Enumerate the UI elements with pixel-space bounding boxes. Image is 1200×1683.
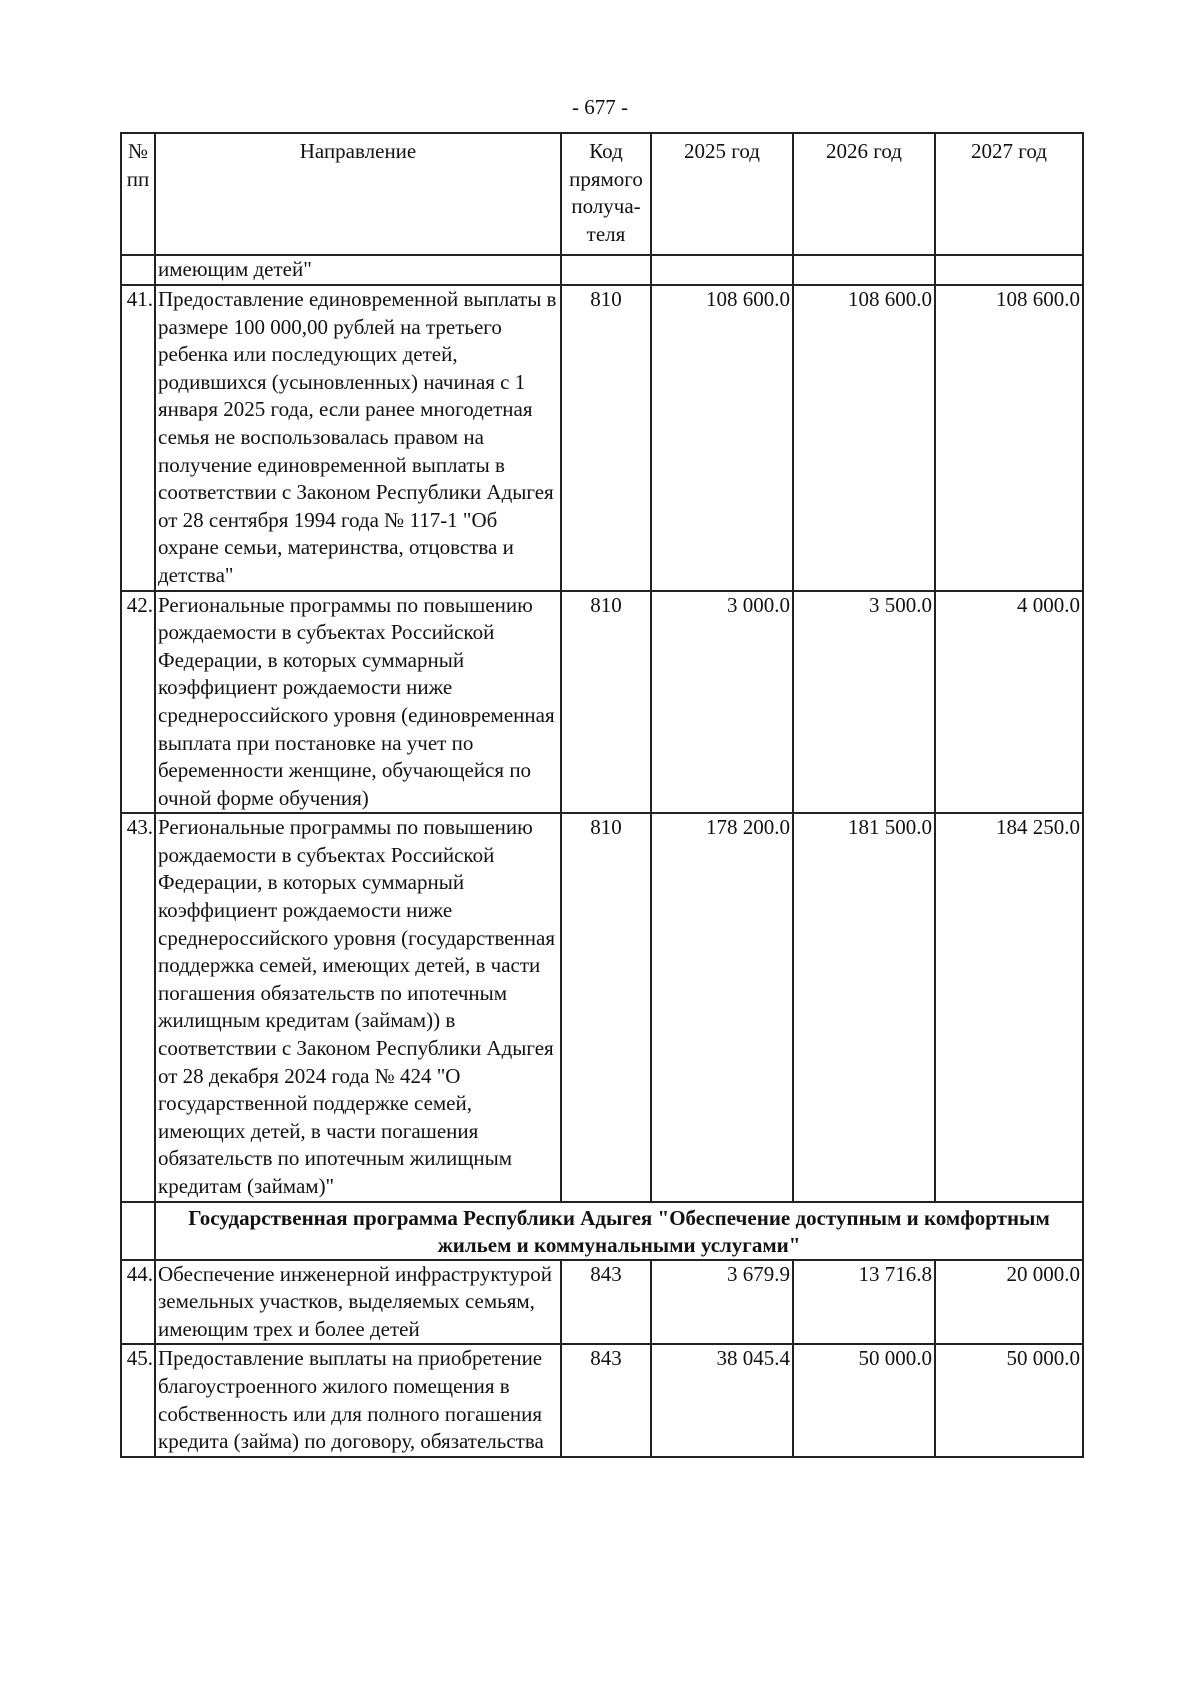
cell-2027	[935, 255, 1083, 285]
cell-direction: Региональные программы по повышению рождаемости в субъектах Российской Федерации, в которых суммарный коэффициент рождаемости ниже среднероссийского уровня (единовременная выплата при постановке на учет по беременности женщине, обучающейся по очной форме обучения)	[155, 591, 561, 814]
header-number: № пп	[121, 133, 155, 255]
cell-direction: Региональные программы по повышению рождаемости в субъектах Российской Федерации, в которых суммарный коэффициент рождаемости ниже среднероссийского уровня (государственная поддержка семей, имеющих детей, в части погашения обязательств по ипотечным жилищным кредитам (займам)) в соответствии с Законом Республики Адыгея от 28 декабря 2024 года № 424 "О государственной поддержке семей, имеющих детей, в части погашения обязательств по ипотечным жилищным кредитам (займам)"	[155, 813, 561, 1201]
header-year-2025: 2025 год	[651, 133, 793, 255]
header-year-2026: 2026 год	[793, 133, 935, 255]
cell-2027: 184 250.0	[935, 813, 1083, 1201]
cell-direction: Предоставление выплаты на приобретение благоустроенного жилого помещения в собственность или для полного погашения кредита (займа) по договору, обязательства	[155, 1344, 561, 1456]
table-row	[121, 1260, 1083, 1345]
table-row-continuation	[121, 255, 1083, 285]
cell-number	[121, 255, 155, 285]
cell-2027: 108 600.0	[935, 285, 1083, 591]
cell-2026: 50 000.0	[793, 1344, 935, 1456]
cell-2025: 3 000.0	[651, 591, 793, 814]
cell-code: 810	[561, 813, 651, 1201]
cell-2027: 20 000.0	[935, 1260, 1083, 1345]
table-row	[121, 285, 1083, 591]
cell-code: 810	[561, 591, 651, 814]
header-direction: Направление	[155, 133, 561, 255]
header-row	[121, 133, 1083, 255]
budget-table-wrapper	[120, 132, 1082, 1458]
cell-direction: Обеспечение инженерной инфраструктурой земельных участков, выделяемых семьям, имеющим трех и более детей	[155, 1260, 561, 1345]
cell-code: 843	[561, 1344, 651, 1456]
section-row	[121, 1202, 1083, 1260]
header-year-2027: 2027 год	[935, 133, 1083, 255]
cell-number: 41.	[121, 285, 155, 591]
cell-2026: 108 600.0	[793, 285, 935, 591]
cell-2025: 178 200.0	[651, 813, 793, 1201]
cell-number: 44.	[121, 1260, 155, 1345]
cell-2025: 38 045.4	[651, 1344, 793, 1456]
cell-2025	[651, 255, 793, 285]
cell-number: 43.	[121, 813, 155, 1201]
page-number: - 677 -	[572, 95, 628, 119]
cell-2026: 13 716.8	[793, 1260, 935, 1345]
budget-table	[120, 132, 1084, 1458]
cell-direction: Предоставление единовременной выплаты в размере 100 000,00 рублей на третьего ребенка или последующих детей, родившихся (усыновленных) начиная с 1 января 2025 года, если ранее многодетная семья не воспользовалась правом на получение единовременной выплаты в соответствии с Законом Республики Адыгея от 28 сентября 1994 года № 117-1 "Об охране семьи, материнства, отцовства и детства"	[155, 285, 561, 591]
cell-2027: 50 000.0	[935, 1344, 1083, 1456]
cell-2026: 3 500.0	[793, 591, 935, 814]
cell-number: 45.	[121, 1344, 155, 1456]
cell-number: 42.	[121, 591, 155, 814]
cell-2025: 108 600.0	[651, 285, 793, 591]
cell-number	[121, 1202, 155, 1260]
cell-code: 843	[561, 1260, 651, 1345]
table-row	[121, 1344, 1083, 1456]
cell-2026	[793, 255, 935, 285]
section-title: Государственная программа Республики Адыгея "Обеспечение доступным и комфортным жильем и коммунальными услугами"	[155, 1202, 1083, 1260]
cell-2026: 181 500.0	[793, 813, 935, 1201]
cell-code	[561, 255, 651, 285]
cell-2027: 4 000.0	[935, 591, 1083, 814]
table-row	[121, 813, 1083, 1201]
header-recipient-code: Код прямого получа-теля	[561, 133, 651, 255]
cell-2025: 3 679.9	[651, 1260, 793, 1345]
cell-direction: имеющим детей"	[155, 255, 561, 285]
cell-code: 810	[561, 285, 651, 591]
table-row	[121, 591, 1083, 814]
